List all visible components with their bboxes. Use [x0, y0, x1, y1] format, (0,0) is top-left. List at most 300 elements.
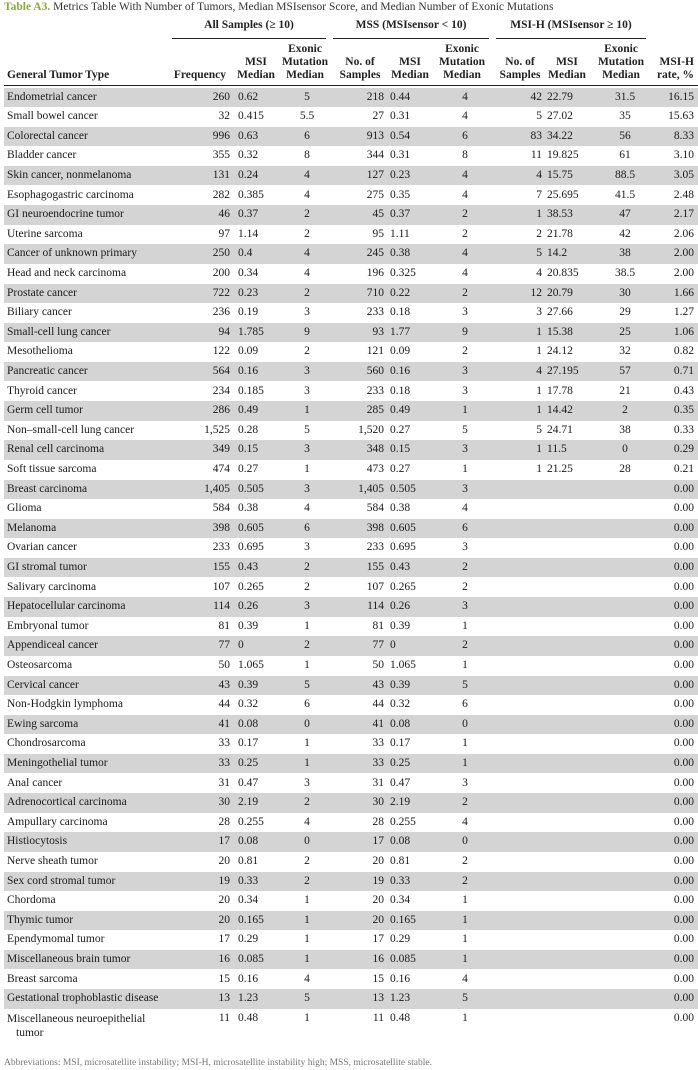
- cell-mss-msi-median: 0.39: [390, 678, 411, 691]
- cell-mss-msi-median: 0.32: [390, 698, 411, 711]
- cell-mss-exonic-median: 3: [462, 600, 468, 613]
- cell-exonic-median: 8: [304, 149, 310, 162]
- cell-exonic-median: 1: [304, 658, 310, 671]
- cell-exonic-median: 2: [304, 286, 310, 299]
- cell-mss-exonic-median: 1: [462, 894, 468, 907]
- cell-mss-exonic-median: 1: [462, 658, 468, 671]
- cell-mss-exonic-median: 5: [462, 678, 468, 691]
- cell-msih-rate: 0.00: [673, 796, 694, 809]
- cell-mss-exonic-median: 4: [462, 110, 468, 123]
- cell-msih-samples: 1: [536, 384, 542, 397]
- cell-exonic-median: 4: [304, 188, 310, 201]
- cell-mss-msi-median: 0.15: [390, 443, 411, 456]
- cell-frequency: 584: [212, 502, 230, 515]
- cell-mss-msi-median: 0.165: [390, 913, 416, 926]
- table-row: [4, 362, 698, 382]
- cell-mss-exonic-median: 2: [462, 874, 468, 887]
- cell-mss-samples: 93: [372, 325, 384, 338]
- cell-msi-median: 0.39: [238, 678, 259, 691]
- cell-msih-msi-median: 14.2: [547, 247, 568, 260]
- cell-mss-exonic-median: 3: [462, 306, 468, 319]
- cell-msi-median: 0.38: [238, 502, 259, 515]
- cell-exonic-median: 4: [304, 168, 310, 181]
- cell-mss-msi-median: 1.77: [390, 325, 411, 338]
- cell-msih-rate: 1.66: [673, 286, 694, 299]
- cell-exonic-median: 9: [304, 325, 310, 338]
- cell-mss-msi-median: 0.325: [390, 266, 416, 279]
- cell-mss-samples: 16: [372, 952, 384, 965]
- cell-msi-median: 1.785: [238, 325, 264, 338]
- cell-tumor-type: Ampullary carcinoma: [7, 815, 108, 828]
- cell-mss-samples: 1,520: [358, 423, 384, 436]
- cell-msih-rate: 0.00: [673, 815, 694, 828]
- cell-mss-msi-median: 2.19: [390, 796, 411, 809]
- cell-frequency: 355: [212, 149, 230, 162]
- cell-frequency: 19: [218, 874, 230, 887]
- cell-msih-rate: 2.48: [673, 188, 694, 201]
- cell-mss-exonic-median: 8: [462, 149, 468, 162]
- cell-frequency: 81: [218, 619, 230, 632]
- table-row: [4, 852, 698, 872]
- cell-frequency: 1,525: [204, 423, 230, 436]
- cell-msih-samples: 2: [536, 227, 542, 240]
- cell-exonic-median: 3: [304, 600, 310, 613]
- cell-tumor-type: Miscellaneous neuroepithelial tumor: [7, 1012, 146, 1039]
- cell-msi-median: 0.32: [238, 698, 259, 711]
- table-row: [4, 264, 698, 284]
- cell-mss-samples: 1,405: [358, 482, 384, 495]
- cell-msih-rate: 0.00: [673, 502, 694, 515]
- cell-mss-exonic-median: 1: [462, 619, 468, 632]
- cell-msih-rate: 0.00: [673, 992, 694, 1005]
- cell-frequency: 398: [212, 521, 230, 534]
- cell-msih-msi-median: 20.79: [547, 286, 573, 299]
- cell-tumor-type: GI stromal tumor: [7, 560, 87, 573]
- cell-msih-msi-median: 20.835: [547, 266, 579, 279]
- cell-msih-samples: 1: [536, 462, 542, 475]
- cell-exonic-median: 3: [304, 541, 310, 554]
- cell-mss-exonic-median: 3: [462, 443, 468, 456]
- cell-exonic-median: 2: [304, 227, 310, 240]
- cell-tumor-type: Small-cell lung cancer: [7, 325, 111, 338]
- cell-msih-msi-median: 38.53: [547, 208, 573, 221]
- cell-mss-samples: 19: [372, 874, 384, 887]
- cell-mss-msi-median: 0.25: [390, 756, 411, 769]
- table-row: [4, 989, 698, 1009]
- cell-mss-exonic-median: 3: [462, 541, 468, 554]
- cell-exonic-median: 2: [304, 874, 310, 887]
- cell-msih-msi-median: 25.695: [547, 188, 579, 201]
- cell-mss-exonic-median: 4: [462, 972, 468, 985]
- cell-exonic-median: 3: [304, 364, 310, 377]
- cell-exonic-median: 5.5: [299, 110, 315, 123]
- group-rule-msih: [496, 38, 646, 39]
- cell-tumor-type: Ewing sarcoma: [7, 717, 79, 730]
- cell-mss-exonic-median: 2: [462, 345, 468, 358]
- cell-mss-samples: 15: [372, 972, 384, 985]
- cell-exonic-median: 4: [304, 266, 310, 279]
- cell-frequency: 77: [218, 639, 230, 652]
- cell-msi-median: 0: [238, 639, 244, 652]
- cell-msih-exonic-median: 32: [619, 345, 631, 358]
- table-row: [4, 127, 698, 147]
- cell-msi-median: 0.505: [238, 482, 264, 495]
- cell-tumor-type: Appendiceal cancer: [7, 639, 98, 652]
- cell-tumor-type: Melanoma: [7, 521, 57, 534]
- cell-frequency: 30: [218, 796, 230, 809]
- cell-mss-msi-median: 0.38: [390, 502, 411, 515]
- cell-msi-median: 0.19: [238, 306, 259, 319]
- cell-exonic-median: 1: [304, 952, 310, 965]
- cell-exonic-median: 1: [304, 619, 310, 632]
- cell-msi-median: 2.19: [238, 796, 259, 809]
- cell-mss-msi-median: 0.18: [390, 384, 411, 397]
- cell-tumor-type: Bladder cancer: [7, 149, 77, 162]
- cell-tumor-type: Sex cord stromal tumor: [7, 874, 116, 887]
- cell-exonic-median: 3: [304, 482, 310, 495]
- cell-msih-msi-median: 11.5: [547, 443, 567, 456]
- cell-mss-samples: 913: [366, 129, 384, 142]
- col-header-frequency: Frequency: [173, 69, 226, 81]
- cell-msih-exonic-median: 38: [619, 423, 631, 436]
- cell-mss-samples: 398: [366, 521, 384, 534]
- cell-msi-median: 0.605: [238, 521, 264, 534]
- cell-tumor-type: Thymic tumor: [7, 913, 74, 926]
- table-row: [4, 205, 698, 225]
- cell-mss-samples: 344: [366, 149, 384, 162]
- cell-msi-median: 0.39: [238, 619, 259, 632]
- cell-frequency: 33: [218, 737, 230, 750]
- table-row: [4, 421, 698, 441]
- cell-frequency: 17: [218, 835, 230, 848]
- cell-exonic-median: 4: [304, 815, 310, 828]
- cell-mss-exonic-median: 6: [462, 129, 468, 142]
- cell-mss-exonic-median: 4: [462, 815, 468, 828]
- cell-frequency: 260: [212, 90, 230, 103]
- cell-mss-samples: 560: [366, 364, 384, 377]
- cell-exonic-median: 6: [304, 698, 310, 711]
- cell-tumor-type: Embryonal tumor: [7, 619, 89, 632]
- cell-msih-rate: 0.00: [673, 541, 694, 554]
- col-header-exonic-median: Exonic Mutation Median: [282, 43, 328, 81]
- cell-frequency: 349: [212, 443, 230, 456]
- cell-mss-msi-median: 0.43: [390, 560, 411, 573]
- cell-frequency: 20: [218, 894, 230, 907]
- cell-tumor-type: Breast sarcoma: [7, 972, 78, 985]
- cell-exonic-median: 3: [304, 384, 310, 397]
- cell-msi-median: 0.48: [238, 1011, 259, 1024]
- table-row: [4, 323, 698, 343]
- cell-msih-msi-median: 24.71: [547, 423, 573, 436]
- cell-mss-exonic-median: 2: [462, 854, 468, 867]
- cell-tumor-type: Small bowel cancer: [7, 110, 98, 123]
- table-row: [4, 186, 698, 206]
- cell-frequency: 44: [218, 698, 230, 711]
- cell-msih-rate: 0.00: [673, 933, 694, 946]
- cell-mss-samples: 31: [372, 776, 384, 789]
- cell-msi-median: 0.08: [238, 717, 259, 730]
- cell-mss-exonic-median: 5: [462, 992, 468, 1005]
- cell-msih-exonic-median: 56: [619, 129, 631, 142]
- table-row: [4, 617, 698, 637]
- table-row: [4, 774, 698, 794]
- cell-tumor-type: Chordoma: [7, 894, 56, 907]
- cell-tumor-type: Non–small-cell lung cancer: [7, 423, 135, 436]
- cell-msi-median: 0.23: [238, 286, 259, 299]
- cell-frequency: 474: [212, 462, 230, 475]
- cell-msih-samples: 83: [530, 129, 542, 142]
- cell-msih-rate: 1.27: [673, 306, 694, 319]
- cell-exonic-median: 6: [304, 521, 310, 534]
- cell-msih-msi-median: 19.825: [547, 149, 579, 162]
- cell-frequency: 17: [218, 933, 230, 946]
- table-row: [4, 715, 698, 735]
- cell-frequency: 28: [218, 815, 230, 828]
- cell-msih-rate: 0.00: [673, 913, 694, 926]
- cell-msi-median: 0.4: [238, 247, 253, 260]
- cell-tumor-type: Anal cancer: [7, 776, 63, 789]
- cell-mss-exonic-median: 0: [462, 717, 468, 730]
- cell-mss-samples: 81: [372, 619, 384, 632]
- cell-mss-samples: 285: [366, 404, 384, 417]
- cell-msih-exonic-median: 57: [619, 364, 631, 377]
- cell-mss-msi-median: 0.505: [390, 482, 416, 495]
- cell-mss-msi-median: 0.16: [390, 364, 411, 377]
- cell-mss-samples: 473: [366, 462, 384, 475]
- cell-mss-samples: 233: [366, 541, 384, 554]
- cell-mss-msi-median: 1.065: [390, 658, 416, 671]
- cell-mss-samples: 17: [372, 835, 384, 848]
- table-row: [4, 578, 698, 598]
- table-row: [4, 891, 698, 911]
- cell-exonic-median: 1: [304, 756, 310, 769]
- cell-msih-exonic-median: 25: [619, 325, 631, 338]
- cell-msi-median: 0.43: [238, 560, 259, 573]
- cell-msih-msi-median: 17.78: [547, 384, 573, 397]
- table-row: [4, 970, 698, 990]
- cell-mss-samples: 33: [372, 756, 384, 769]
- cell-msih-samples: 3: [536, 306, 542, 319]
- cell-exonic-median: 4: [304, 502, 310, 515]
- cell-mss-msi-median: 0.085: [390, 952, 416, 965]
- cell-mss-msi-median: 0.16: [390, 972, 411, 985]
- cell-msih-rate: 0.43: [673, 384, 694, 397]
- cell-mss-msi-median: 1.23: [390, 992, 411, 1005]
- cell-frequency: 155: [212, 560, 230, 573]
- table-footnote: Abbreviations: MSI, microsatellite instability; MSI-H, microsatellite instability high; MSS, microsatellite stable.: [4, 1058, 432, 1068]
- cell-msi-median: 0.49: [238, 404, 259, 417]
- table-row: [4, 813, 698, 833]
- cell-exonic-median: 2: [304, 560, 310, 573]
- cell-mss-msi-median: 0.27: [390, 462, 411, 475]
- cell-mss-msi-median: 0.08: [390, 835, 411, 848]
- cell-mss-exonic-median: 2: [462, 227, 468, 240]
- table-row: [4, 872, 698, 892]
- cell-frequency: 234: [212, 384, 230, 397]
- cell-frequency: 233: [212, 541, 230, 554]
- cell-msih-msi-median: 34.22: [547, 129, 573, 142]
- cell-mss-samples: 13: [372, 992, 384, 1005]
- cell-frequency: 46: [218, 208, 230, 221]
- col-header-msi-median: MSI Median: [237, 56, 275, 81]
- table-row: [4, 538, 698, 558]
- cell-msih-samples: 1: [536, 345, 542, 358]
- cell-tumor-type: Osteosarcoma: [7, 658, 73, 671]
- cell-msih-exonic-median: 88.5: [614, 168, 636, 181]
- cell-mss-msi-median: 0.26: [390, 600, 411, 613]
- table-row: [4, 832, 698, 852]
- cell-exonic-median: 4: [304, 972, 310, 985]
- cell-mss-exonic-median: 6: [462, 698, 468, 711]
- cell-mss-samples: 95: [372, 227, 384, 240]
- col-header-msih-msi-median: MSI Median: [548, 56, 586, 81]
- cell-msih-samples: 4: [536, 266, 542, 279]
- cell-msih-rate: 8.33: [673, 129, 694, 142]
- table-row: [4, 342, 698, 362]
- cell-mss-exonic-median: 3: [462, 384, 468, 397]
- table-row: [4, 656, 698, 676]
- cell-frequency: 114: [213, 600, 230, 613]
- cell-msi-median: 0.265: [238, 580, 264, 593]
- cell-msih-samples: 1: [536, 208, 542, 221]
- cell-msih-exonic-median: 47: [619, 208, 631, 221]
- cell-exonic-median: 5: [304, 90, 310, 103]
- cell-frequency: 1,405: [204, 482, 230, 495]
- cell-mss-samples: 218: [366, 90, 384, 103]
- table-row: [4, 1009, 698, 1040]
- cell-msih-exonic-median: 30: [619, 286, 631, 299]
- cell-tumor-type: Histiocytosis: [7, 835, 68, 848]
- cell-msih-rate: 0.00: [673, 756, 694, 769]
- cell-mss-samples: 155: [366, 560, 384, 573]
- cell-msih-samples: 4: [536, 168, 542, 181]
- cell-exonic-median: 2: [304, 854, 310, 867]
- cell-exonic-median: 2: [304, 580, 310, 593]
- cell-msih-rate: 0.33: [673, 423, 694, 436]
- table-row: [4, 597, 698, 617]
- col-header-msih-exonic-median: Exonic Mutation Median: [598, 43, 644, 81]
- cell-msih-samples: 1: [536, 404, 542, 417]
- cell-msi-median: 0.62: [238, 90, 259, 103]
- cell-tumor-type: Soft tissue sarcoma: [7, 462, 97, 475]
- cell-tumor-type: Glioma: [7, 502, 42, 515]
- cell-tumor-type: Ovarian cancer: [7, 541, 77, 554]
- cell-msih-rate: 1.06: [673, 325, 694, 338]
- col-header-mss-exonic-median: Exonic Mutation Median: [439, 43, 485, 81]
- cell-mss-msi-median: 0.33: [390, 874, 411, 887]
- table-row: [4, 734, 698, 754]
- cell-exonic-median: 3: [304, 443, 310, 456]
- cell-frequency: 33: [218, 756, 230, 769]
- cell-msih-msi-median: 15.75: [547, 168, 573, 181]
- cell-frequency: 11: [218, 1011, 230, 1024]
- cell-frequency: 41: [218, 717, 230, 730]
- cell-exonic-median: 2: [304, 796, 310, 809]
- cell-mss-exonic-median: 2: [462, 286, 468, 299]
- cell-mss-msi-median: 1.11: [390, 227, 410, 240]
- cell-msi-median: 0.255: [238, 815, 264, 828]
- cell-mss-msi-median: 0.34: [390, 894, 411, 907]
- cell-tumor-type: Nerve sheath tumor: [7, 854, 98, 867]
- cell-tumor-type: Cancer of unknown primary: [7, 247, 137, 260]
- cell-tumor-type: Cervical cancer: [7, 678, 79, 691]
- table-row: [4, 88, 698, 108]
- cell-mss-exonic-median: 1: [462, 756, 468, 769]
- cell-msih-exonic-median: 61: [619, 149, 631, 162]
- cell-msih-rate: 0.00: [673, 854, 694, 867]
- cell-msih-exonic-median: 29: [619, 306, 631, 319]
- cell-mss-msi-median: 0.48: [390, 1011, 411, 1024]
- cell-frequency: 236: [212, 306, 230, 319]
- cell-exonic-median: 0: [304, 717, 310, 730]
- cell-mss-samples: 20: [372, 894, 384, 907]
- cell-mss-samples: 710: [366, 286, 384, 299]
- cell-msi-median: 0.385: [238, 188, 264, 201]
- table-row: [4, 107, 698, 127]
- cell-mss-exonic-median: 0: [462, 835, 468, 848]
- cell-frequency: 94: [218, 325, 230, 338]
- cell-mss-samples: 50: [372, 658, 384, 671]
- cell-tumor-type: Adrenocortical carcinoma: [7, 796, 127, 809]
- cell-msih-rate: 0.82: [673, 345, 694, 358]
- cell-tumor-type: Non-Hodgkin lymphoma: [7, 698, 123, 711]
- cell-mss-samples: 45: [372, 208, 384, 221]
- cell-msih-exonic-median: 21: [619, 384, 631, 397]
- cell-msi-median: 0.085: [238, 952, 264, 965]
- cell-frequency: 97: [218, 227, 230, 240]
- cell-msih-exonic-median: 2: [622, 404, 628, 417]
- table-row: [4, 754, 698, 774]
- cell-msih-rate: 0.21: [673, 462, 694, 475]
- cell-frequency: 282: [212, 188, 230, 201]
- cell-mss-samples: 30: [372, 796, 384, 809]
- cell-msih-msi-median: 27.66: [547, 306, 573, 319]
- group-header-all: All Samples (≥ 10): [204, 19, 294, 31]
- cell-tumor-type: Meningothelial tumor: [7, 756, 108, 769]
- cell-msih-rate: 15.63: [668, 110, 694, 123]
- cell-tumor-type: Endometrial cancer: [7, 90, 97, 103]
- cell-mss-msi-median: 0.49: [390, 404, 411, 417]
- cell-exonic-median: 1: [304, 462, 310, 475]
- cell-mss-exonic-median: 1: [462, 737, 468, 750]
- cell-tumor-type: Miscellaneous brain tumor: [7, 952, 131, 965]
- table-row: [4, 244, 698, 264]
- cell-tumor-type: Thyroid cancer: [7, 384, 77, 397]
- cell-msih-rate: 2.06: [673, 227, 694, 240]
- cell-mss-msi-median: 0.29: [390, 933, 411, 946]
- cell-tumor-type: Renal cell carcinoma: [7, 443, 105, 456]
- header-bottom-rule: [4, 85, 698, 86]
- table-row: [4, 499, 698, 519]
- cell-msih-rate: 3.10: [673, 149, 694, 162]
- cell-msih-rate: 0.00: [673, 658, 694, 671]
- cell-exonic-median: 1: [304, 737, 310, 750]
- cell-mss-samples: 114: [367, 600, 384, 613]
- cell-msih-rate: 0.71: [673, 364, 694, 377]
- table-row: [4, 225, 698, 245]
- table-row: [4, 519, 698, 539]
- cell-msih-rate: 16.15: [668, 90, 694, 103]
- cell-mss-msi-median: 0.37: [390, 208, 411, 221]
- cell-exonic-median: 1: [304, 404, 310, 417]
- cell-msi-median: 0.16: [238, 364, 259, 377]
- cell-mss-exonic-median: 1: [462, 1011, 468, 1024]
- cell-msih-rate: 0.00: [673, 521, 694, 534]
- cell-frequency: 122: [212, 345, 230, 358]
- cell-mss-samples: 17: [372, 933, 384, 946]
- cell-frequency: 43: [218, 678, 230, 691]
- cell-msih-samples: 5: [536, 247, 542, 260]
